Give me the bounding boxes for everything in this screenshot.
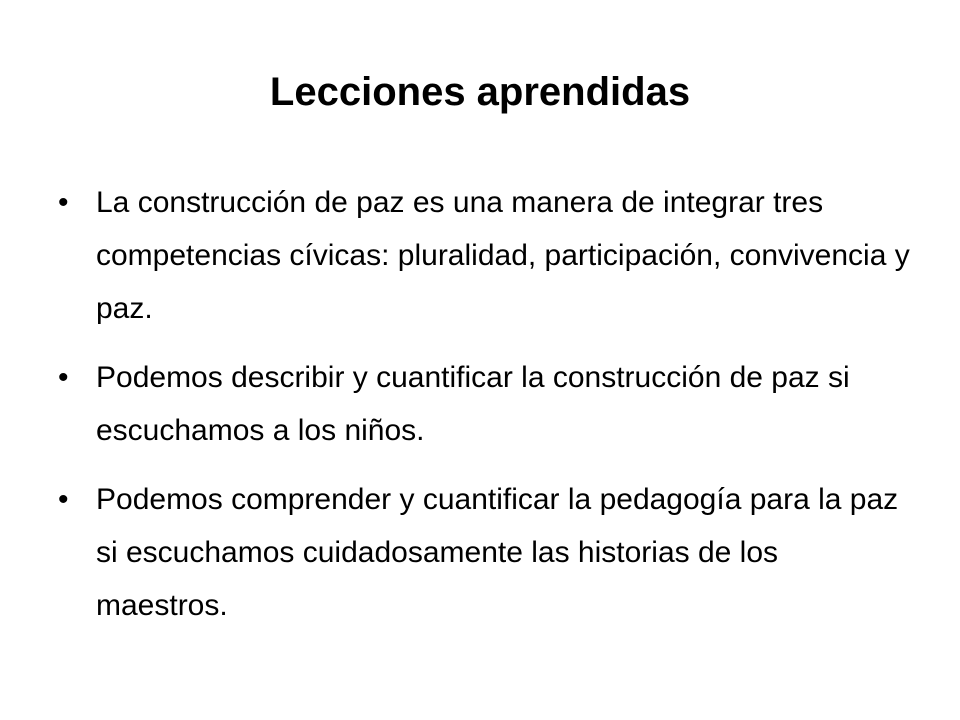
bullet-text: Podemos comprender y cuantificar la pedagogía para la paz si escuchamos cuidadosamente las historias de los maestros. xyxy=(96,483,899,622)
bullet-icon: • xyxy=(58,483,69,516)
bullet-text: La construcción de paz es una manera de integrar tres competencias cívicas: pluralidad, participación, convivencia y paz. xyxy=(96,186,910,325)
bullet-item-3 xyxy=(58,473,918,632)
bullet-icon: • xyxy=(58,186,69,219)
slide-title: Lecciones aprendidas xyxy=(269,70,691,114)
bullet-text: Podemos describir y cuantificar la construcción de paz si escuchamos a los niños. xyxy=(96,361,850,447)
bullet-list xyxy=(58,176,918,648)
bullet-item-2 xyxy=(58,351,918,457)
bullet-item-1 xyxy=(58,176,918,335)
bullet-icon: • xyxy=(58,361,69,394)
